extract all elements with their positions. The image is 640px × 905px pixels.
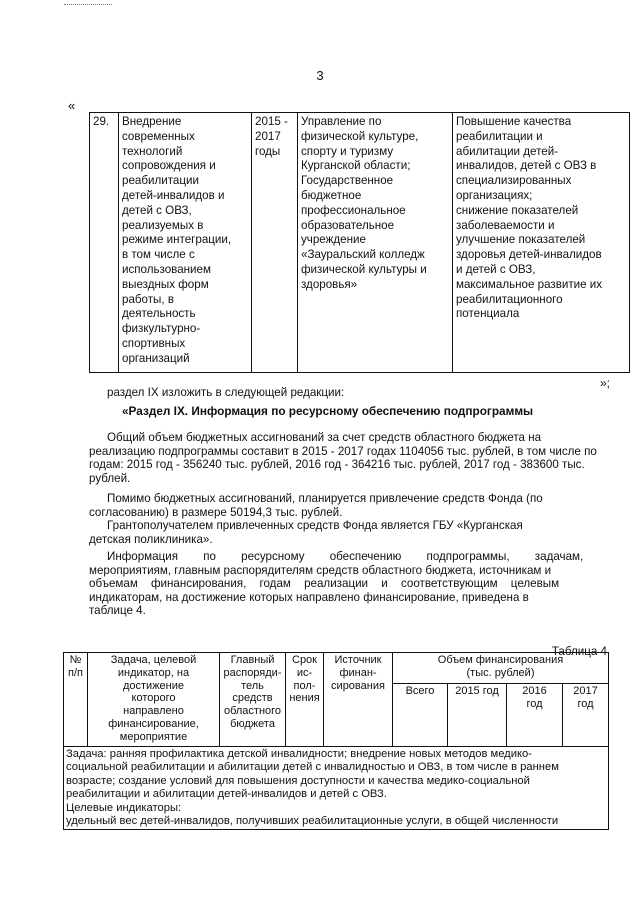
header-manager: Главный распоряди- тель средств областного бюджета xyxy=(220,653,286,747)
paragraph-info: Информация по ресурсному обеспечению подпрограммы, задачам, мероприятиям, главным распорядителям средств областного бюджета, источникам и объемам финансирования, годам реализации и соответствующим целевым индикаторам, на достижение которых направлено финансирование, приведена в таблице 4. xyxy=(89,550,584,618)
header-term: Срок ис- пол- нения xyxy=(286,653,324,747)
measures-table xyxy=(89,112,630,373)
executor-cell: Управление по физической культуре, спорту и туризму Курганской области; Государственное бюджетное профессиональное образовательное учреждение «Зауральский колледж физической культуры и здоровья» xyxy=(298,113,453,373)
intro-text: раздел IX изложить в следующей редакции: xyxy=(107,386,345,399)
page-number: 3 xyxy=(316,68,324,83)
term-cell: 2015 - 2017 годы xyxy=(252,113,298,373)
event-cell: Внедрение современных технологий сопровождения и реабилитации детей-инвалидов и детей с ОВЗ, реализуемых в режиме интеграции, в том числе с использованием выездных форм работы, в деятельность физкультурно- спортивных организаций xyxy=(119,113,252,373)
task-cell: Задача: ранняя профилактика детской инвалидности; внедрение новых методов медико- социальной реабилитации и абилитации детей с инвалидностью и ОВЗ, в том числе в раннем возрасте; создание условий для повышения доступности и качества медико-социальной реабилитации и абилитации детей-инвалидов и детей с ОВЗ. Целевые индикаторы: удельный вес детей-инвалидов, получивших реабилитационные услуги, в общей численности xyxy=(64,747,609,830)
result-cell: Повышение качества реабилитации и абилитации детей- инвалидов, детей с ОВЗ в специализированных организациях; снижение показателей заболеваемости и улучшение показателей здоровья детей-инвалидов и детей с ОВЗ, максимальное развитие их реабилитационного потенциала xyxy=(453,113,630,373)
header-volume: Объем финансирования (тыс. рублей) xyxy=(393,653,609,684)
header-source: Источник финан- сирования xyxy=(324,653,393,747)
paragraph-grantee: Грантополучателем привлеченных средств Фонда является ГБУ «Курганская детская поликлиника». xyxy=(89,519,523,546)
paragraph-total-budget: Общий объем бюджетных ассигнований за счет средств областного бюджета на реализацию подпрограммы составит в 2015 - 2017 годах 1104056 тыс. рублей, в том числе по годам: 2015 год - 356240 тыс. рублей, 2016 год - 364216 тыс. рублей, 2017 год - 383600 тыс. рублей. xyxy=(89,431,597,485)
header-row xyxy=(64,653,609,684)
section-heading: «Раздел IX. Информация по ресурсному обеспечению подпрограммы xyxy=(122,404,534,418)
table-caption: Таблица 4 xyxy=(551,645,607,658)
paragraph-fund: Помимо бюджетных ассигнований, планируется привлечение средств Фонда (по согласованию) в размере 50194,3 тыс. рублей. xyxy=(89,492,543,519)
header-2016: 2016 год xyxy=(507,684,563,747)
table-row xyxy=(64,747,609,830)
row-number: 29. xyxy=(90,113,119,373)
header-num: № п/п xyxy=(64,653,88,747)
table-4 xyxy=(63,652,609,830)
header-total: Всего xyxy=(393,684,448,747)
quote-close: »; xyxy=(599,376,610,390)
quote-open: « xyxy=(68,98,76,113)
table-row xyxy=(90,113,630,373)
header-2017: 2017 год xyxy=(563,684,609,747)
header-task: Задача, целевой индикатор, на достижение которого направлено финансирование, мероприятие xyxy=(88,653,220,747)
scan-artifact xyxy=(64,4,112,7)
header-2015: 2015 год xyxy=(448,684,507,747)
